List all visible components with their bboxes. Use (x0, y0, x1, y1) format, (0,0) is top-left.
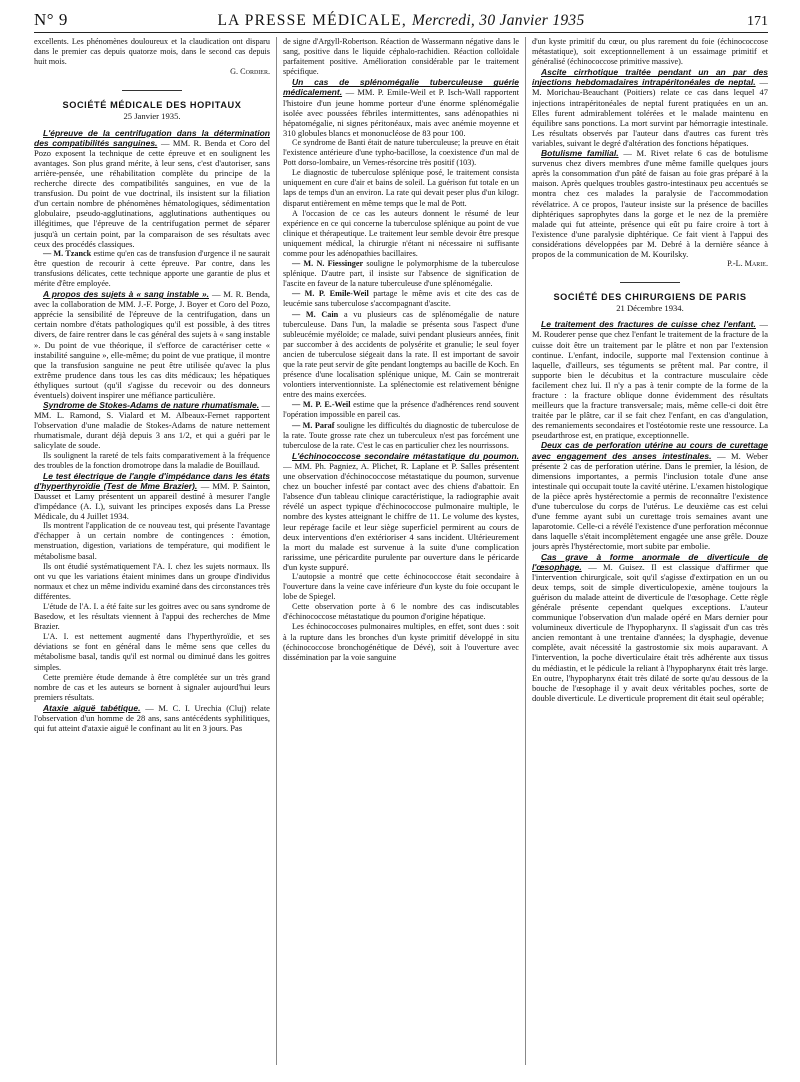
article-title-text: Ataxie aiguë tabétique. (43, 702, 141, 713)
article-title (34, 400, 270, 450)
issue-date: Mercredi, 30 Janvier 1935 (412, 12, 585, 29)
article-title (532, 319, 768, 440)
article-title (283, 77, 519, 138)
article-title (283, 451, 519, 572)
article-title (34, 128, 270, 249)
section-heading: SOCIÉTÉ DES CHIRURGIENS DE PARIS (532, 282, 768, 302)
paragraph: pense que chez l'enfant le traitement de la fracture de la cuisse doit être un traitement par le plâtre et non par l'extension continue. L'enfant, indocile, supporte mal l'extension continue à laquelle, d'ailleurs, ses téguments se prêtent mal. Par contre, il supporte bien le décubitus et la contracture musculaire cède facilement chez lui. Il n'y a pas à tenir compte de la forme de la fracture : la fracture oblique donne évidemment des résultats meilleurs que la fracture transversale; mais, même celle-ci doit être traitée par le plâtre, car il se fait chez l'enfant, en cas d'angulation, des remaniements secondaires et l'ostéotomie reste une ressource. La pseudarthrose est, en pratique, exceptionnelle. (532, 329, 768, 441)
discussant: — M. N. Fiessinger (292, 259, 364, 269)
column-2 (283, 37, 519, 1065)
paragraph: apprécie la sensibilité de l'épreuve de la centrifugation, dans un certain nombre d'états pathologiques qu'il est possible, à des titres divers, de faire rentrer dans le cas général des sujets à « sang instable ». Du point de vue théorique, il s'efforce de caractériser cette « instabilité sanguine », elle-même; du point de vue pratique, il montre que la transfusion sanguine ne peut être utilisée qu'avec la plus extrême prudence dans tous les cas dits médicaux; les hépatiques éthyliques surtout (qu'il s'agisse du recevoir ou des donneurs éventuels) doivent inspirer une méfiance particulière. (34, 309, 270, 400)
column-1 (34, 37, 270, 1065)
discussant: — M. P. Emile-Weil (292, 289, 369, 299)
author-signature: G. Cordier. (230, 67, 270, 77)
paragraph: A l'occasion de ce cas les auteurs donnent le résumé de leur expérience en ce qui concerne la tuberculose splénique au point de vue clinique et thérapeutique. Le traitement leur semble devoir être presque uniquement médical, la chirurgie n'étant ni nécessaire ni suffisante comme pour les adénopathies bacillaires. (283, 208, 519, 258)
journal-masthead (94, 12, 708, 30)
paragraph-text: souligne les difficultés du diagnostic de tuberculose de la rate. Toute grosse rate chez un tuberculeux n'est pas forcément une tuberculose de la rate. C'est le cas en particulier chez les nourrissons. (283, 420, 519, 450)
article-authors: — M. R. Benda, avec la collaboration de MM. J.-F. Porge, J. Boyer et Coro del Pozo, (34, 289, 270, 310)
author-signature: P.-L. Marie. (727, 259, 768, 269)
paragraph: Ils soulignent la rareté de tels faits comparativement à la fréquence des troubles de la fonction dromotrope dans la maladie de Bouillaud. (34, 450, 270, 470)
paragraph: excellents. Les phénomènes douloureux et la claudication ont disparu dans le premier cas depuis quatorze mois, dans le second cas depuis huit mois. (34, 37, 270, 67)
issue-number: N° 9 (34, 10, 68, 29)
paragraph: Cette observation porte à 6 le nombre des cas indiscutables d'échinococcose métastatique du poumon d'origine hépatique. (283, 602, 519, 622)
journal-page (34, 10, 768, 1072)
paragraph (283, 289, 519, 309)
paragraph: présentent un appareil destiné à mesurer l'angle d'impédance (A. I.), suivant les principes exposés dans La Presse Médicale, du 4 Juillet 1934. (34, 490, 270, 522)
paragraph: L'autopsie a montré que cette échinococcose était secondaire à l'ouverture dans la veine cave inférieure d'un kyste du foie occupant le lobe de Spiegel. (283, 571, 519, 602)
paragraph (283, 421, 519, 451)
article-title (532, 148, 768, 259)
paragraph: L'étude de l'A. I. a été faite sur les goitres avec ou sans syndrome de Basedow, et les résultats viennent à l'appui des recherches de Mme Brazier. (34, 601, 270, 632)
section-date: 25 Janvier 1935. (123, 111, 181, 122)
paragraph-text: a vu plusieurs cas de splénomégalie de nature tuberculeuse. Dans l'un, la maladie se présenta sous l'aspect d'une subleucémie myéloïde; ce malade, suivi pendant plusieurs années, finit par succomber à des accidents de polysérite et granulie; le seul foyer ancien de tuberculose siégeait dans la rate. Il est important de savoir que la rate peut servir de gîte pendant longtemps au bacille de Koch. En présence d'une localisation splénique unique, M. Cain se montrerait volontiers interventionniste. La splénectomie est relativement bénigne entre des mains exercées. (283, 309, 519, 400)
article-title (34, 703, 270, 733)
article-title (532, 67, 768, 148)
paragraph: relate 6 cas de botulisme survenus chez divers membres d'une même famille quelques jours après la consommation d'un pâté de faisan au foie gras préparé à la maison. Après quelques troubles gastro-intestinaux peu accentués se montra chez ces malades la paralysie de l'accommodation révélatrice. A ce propos, l'auteur insiste sur la présence de bacilles diphtériques saprophytes dans la gorge et le nez de la première malade qui fut atteinte, présence qui eût pu faire croire à tort à l'existence d'une paralysie diphtérique. Ce fait vient à l'appui des considérations développées par M. Debré à la dernière séance à propos de la communication de M. Kourilsky. (532, 148, 768, 259)
article-authors: — MM. P. Emile-Weil et P. Isch-Wall (345, 87, 481, 98)
paragraph (283, 259, 519, 289)
article-title-text: L'échinococcose secondaire métastatique du poumon. (292, 450, 519, 461)
paragraph: L'A. I. est nettement augmenté dans l'hyperthyroïdie, et ses déviations se font en général dans le même sens que celles du métabolisme basal, tandis qu'il est normal ou diminué dans les goitres simples. (34, 632, 270, 672)
article-authors: — MM. P. Sainton, Dausset et Lamy (34, 480, 270, 501)
paragraph (283, 310, 519, 401)
paragraph: (Cluj) relate l'observation d'un homme de 28 ans, sans antécédents syphilitiques, qui fut atteint d'ataxie aiguë le confinant au lit en 3 jours. Pas (34, 702, 270, 734)
article-title-text: Le traitement des fractures de cuisse chez l'enfant. (541, 319, 756, 330)
paragraph: de signe d'Argyll-Robertson. Réaction de Wassermann négative dans le sang, positive dans le liquide céphalo-rachidien. Réaction colloïdale parfaitement positive. Amélioration considérable par le traitement spécifique. (283, 37, 519, 77)
paragraph: Les échinococcoses pulmonaires multiples, en effet, sont dues : soit à la rupture dans les bronches d'un kyste primitif développé in situ (échinococcose bronchogénétique de Dévé), soit à l'ouverture avec dissémination par la voie sanguine (283, 622, 519, 662)
paragraph: présentent une observation d'échinococcose métastatique du poumon, survenue chez un boucher infesté par contact avec des chiens d'abattoir. En l'absence d'un tableau clinique caractéristique, la radiographie avait révélé un aspect typique d'échinococcose pulmonaire multiple, le nombre des kystes atteignant le chiffre de 11. Le volume des kystes, leur repérage facile et leur siège superficiel permirent au cours de deux interventions d'en extérioriser 4 sans incident. Ultérieurement la mort du malade est survenue à la suite d'une complication rarissime, une péricardite purulente par ouverture dans le péricarde d'un kyste suppuré. (283, 460, 519, 572)
article-title (532, 440, 768, 551)
article-title-text: A propos des sujets à « sang instable ». (43, 289, 210, 300)
column-3 (532, 37, 768, 1065)
article-authors: — MM. Ph. Pagniez, A. Plichet, R. Laplane et P. Salles (283, 460, 481, 471)
article-title-text: Un cas de splénomégalie tuberculeuse guérie médicalement. (283, 77, 519, 98)
article-title (34, 289, 270, 400)
article-title-text: L'épreuve de la centrifugation dans la détermination des compatibilités sanguines. (34, 127, 270, 148)
article-authors: — M. Rouderer (532, 319, 768, 340)
paragraph-text: souligne le polymorphisme de la tuberculose splénique. D'autre part, il insiste sur l'absence de signification de l'ascite en faveur de la nature tuberculeuse d'une splénomégalie. (283, 259, 519, 289)
section-heading: SOCIÉTÉ MÉDICALE DES HOPITAUX (34, 90, 270, 110)
paragraph-text: partage le même avis et cite des cas de leucémie sans tuberculose s'accompagnant d'ascite. (283, 289, 519, 309)
paragraph: Ce syndrome de Banti était de nature tuberculeuse; la preuve en était l'existence antérieure d'une typho-bacillose, la coexistence d'un mal de Pott dorso-lombaire, un Vernes-résorcine très positif (103). (283, 137, 519, 168)
discussant: — M. Cain (292, 309, 339, 319)
column-rule (519, 37, 532, 1065)
discussant: — M. P. E.-Weil (292, 400, 351, 410)
paragraph: rapportent l'observation d'une maladie de Stokes-Adams de nature nettement rhumatismale, durant déjà depuis 3 ans 1/2, et qui a guéri par le salicylate de soude. (34, 410, 270, 451)
article-title-text: Le test électrique de l'angle d'impédance dans les états d'hyperthyroïdie (Test de Mme Brazier). (34, 470, 270, 491)
paragraph: rapportent l'histoire d'un jeune homme porteur d'une énorme splénomégalie isolée avec poussées fébriles intermittentes, sans adénopathies ni hépatomégalie, ni signes péritonéaux, mais avec anémie moyenne et 310 globules blancs et mononucléose de 83 pour 100. (283, 87, 519, 138)
article-authors: — M. C. I. Urechia (145, 702, 222, 713)
section-date: 21 Décembre 1934. (616, 303, 684, 314)
article-title (34, 471, 270, 521)
paragraph (283, 400, 519, 420)
paragraph: Le diagnostic de tuberculose splénique posé, le traitement consista uniquement en cure d'air et bains de soleil. La guérison fut totale en un laps de temps d'un an environ. La rate qui devait peser plus d'un kilogr. disparut entièrement en même temps que le mal de Pott. (283, 168, 519, 208)
paragraph-text: estime que la présence d'adhérences rend souvent l'opération impossible en pareil cas. (283, 400, 519, 420)
paragraph: Cette première étude demande à être complétée sur un très grand nombre de cas et les auteurs se bornent à signaler aujourd'hui leurs premiers résultats. (34, 672, 270, 702)
paragraph: Ils montrent l'application de ce nouveau test, qui présente l'avantage d'échapper à un certain nombre de contingences : émotion, menstruation, digestion, variations de température, qui modifient le métabolisme basal. (34, 521, 270, 561)
paragraph: (Poitiers) relate ce cas dans lequel 47 injections intrapéritonéales de neptal furent pratiquées en un an. Elles furent admirablement tolérées et le malade maintenu en équilibre sans ponctions. La mort survint par hémorragie intestinale. Les résultats observés par l'auteur dans d'autres cas furent très variables, suivant le degré d'altération des fonctions hépatiques. (532, 87, 768, 148)
paragraph: d'un kyste primitif du cœur, ou plus rarement du foie (échinococcose métastatique), soit exceptionnellement à un essaimage primitif et généralisé (échinococcose primitive massive). (532, 37, 768, 67)
paragraph: Il est classique d'affirmer que l'intervention chirurgicale, soit qu'il s'agisse d'extirpation en un ou deux temps, soit de simple diverticulopexie, amène toujours la guérison du malade atteint de diverticule de l'œsophage. Cette règle générale présente cependant quelques exceptions. L'auteur communique l'observation d'un malade opéré en Mars dernier pour volumineux diverticule de l'hypopharynx. Il s'agissait d'un cas très ancien remontant à une trentaine d'années; la dysphagie, devenue complète, avait nécessité la gastrostomie six mois auparavant. A l'intervention, la poche diverticulaire était très adhérente aux tissus du médiastin, et le pédicule la reliant à l'hypopharynx était très large. En outre, l'hypopharynx était très dilaté de sorte qu'au dessous de la bouche de l'œsophage il y avait deux véritables poches, sorte de double diverticule. Le diverticule proprement dit était seul opérable; (532, 561, 768, 703)
journal-name: LA PRESSE MÉDICALE, (217, 12, 407, 29)
article-title-text: Cas grave à forme anormale de diverticule de l'œsophage. (532, 551, 768, 572)
discussant: — M. Tzanck (43, 248, 92, 258)
article-authors: — M. Morichau-Beauchant (532, 77, 768, 98)
article-title (532, 552, 768, 703)
paragraph-text: estime qu'en cas de transfusion d'urgence il ne saurait être question de recourir à cette épreuve. Par contre, dans les transfusions délicates, cette technique apporte une garantie de plus et mérite d'être employée. (34, 248, 270, 288)
column-rule (270, 37, 283, 1065)
article-authors: — MM. L. Ramond, S. Vialard et M. Albeaux-Fernet (34, 400, 270, 421)
paragraph (34, 249, 270, 289)
text-columns (34, 37, 768, 1065)
discussant: — M. Paraf (292, 420, 335, 430)
paragraph: exposent la technique de cette épreuve et en soulignent les avantages. Son plus grand mérite, à leur sens, c'est d'autoriser, sans arrière-pensée, une réhabilitation complète du principe de la recherche directe des compatibilités sanguines, en vue de la transfusion. Du point de vue doctrinal, ils insistent sur la filiation d'un certain nombre de phénomènes hématologiques, sédimentation globulaire, pseudo-agglutinations, agglutinations authentiques ou illégitimes, que l'épreuve de la centrifugation permet de séparer jusqu'à un certain point, par la comparaison de ses résultats avec ceux des procédés classiques. (34, 147, 270, 249)
article-authors: — M. Rivet (623, 148, 670, 159)
article-authors: — M. Guisez. (588, 561, 645, 572)
paragraph: Ils ont étudié systématiquement l'A. I. chez les sujets normaux. Ils ont vu que les variations étaient minimes dans un groupe d'individus normaux et chez un même individu examiné dans des circonstances très différentes. (34, 561, 270, 601)
article-title-text: Botulisme familial. (541, 148, 619, 159)
article-title-text: Syndrome de Stokes-Adams de nature rhumatismale. (43, 400, 260, 411)
article-authors: — MM. R. Benda et Coro del Pozo (34, 137, 270, 158)
article-title-text: Deux cas de perforation utérine au cours de curettage avec engagement des anses intestinales. (532, 440, 768, 461)
page-header (34, 10, 768, 33)
article-authors: — M. Weber (717, 450, 768, 461)
page-number: 171 (747, 14, 768, 29)
article-title-text: Ascite cirrhotique traitée pendant un an par des injections hebdomadaires intrapéritonéales de neptal. (532, 67, 768, 88)
paragraph: présente 2 cas de perforation utérine. Dans le premier, la lésion, de dimensions importantes, a permis l'inclusion totale d'une anse intestinale qui occupait toute la cavité utérine. L'examen histologique de la pièce après hystérectomie a permis de reconnaître l'existence d'une tuberculose du corps de l'utérus. Le deuxième cas est celui d'une femme ayant subi un curettage trois semaines avant une laparotomie. Celle-ci a révélé l'existence d'une perforation méconnue dans laquelle s'était incomplètement engagée une anse grêle. Douze jours après l'hystérectomie, mort subite par embolie. (532, 460, 768, 552)
